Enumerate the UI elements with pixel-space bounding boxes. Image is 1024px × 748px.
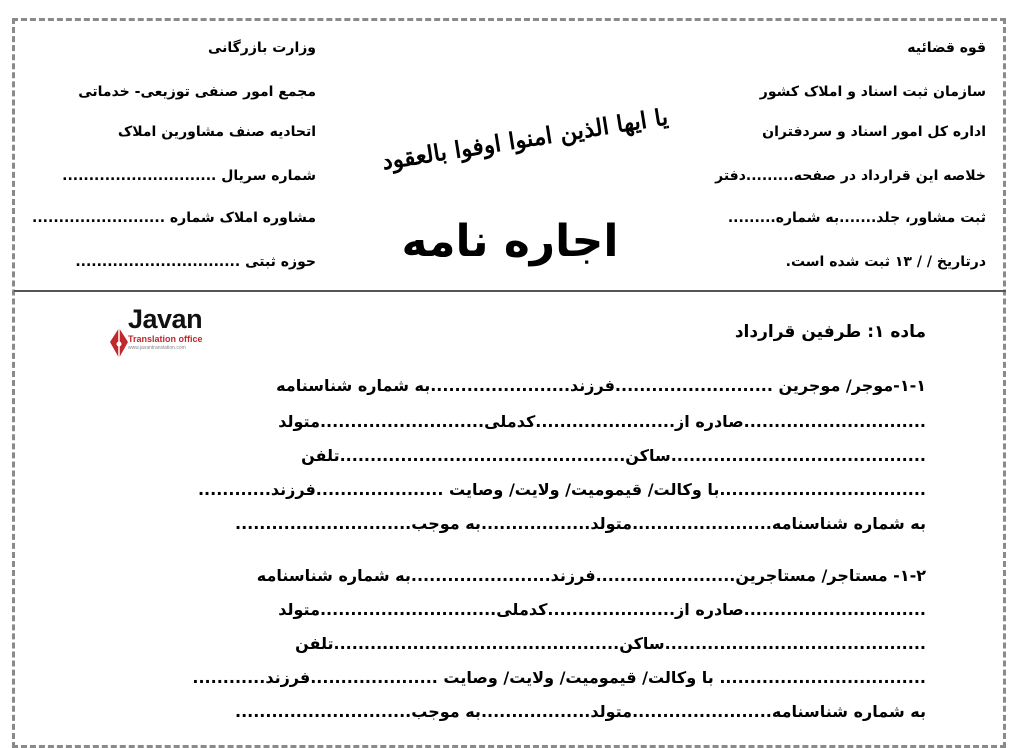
- form-line-6: ۱-۲- مستاجر/ مستاجرین.......................فرزند.......................به شماره شناسنامه: [256, 566, 926, 585]
- header-right-line-3: اداره کل امور اسناد و سردفتران: [762, 124, 986, 140]
- form-line-5: به شماره شناسنامه.......................متولد..................به موجب.............................: [234, 514, 926, 533]
- header-left-line-5: مشاوره املاک شماره .........................: [32, 210, 316, 226]
- header-right-line-2: سازمان ثبت اسناد و املاک کشور: [759, 84, 986, 100]
- quran-verse: یا ایها الذین امنوا اوفوا بالعقود: [380, 103, 670, 176]
- header-left-line-6: حوزه ثبتی ...............................: [75, 254, 316, 270]
- header-left-line-4: شماره سریال .............................: [62, 168, 316, 184]
- form-line-1: ۱-۱-موجر/ موجرین ..........................فرزند.......................به شماره شناسنامه: [276, 376, 926, 395]
- header-right-line-1: قوه قضائیه: [907, 40, 986, 56]
- javan-logo: [106, 304, 216, 366]
- form-line-3: ..........................................ساکن...............................................تلفن: [301, 446, 926, 465]
- form-line-8: ...........................................ساکن...............................................تلفن: [295, 634, 926, 653]
- form-line-4: ..................................با وکالت/ قیمومیت/ ولایت/ وصایت .....................فرزند............: [197, 480, 926, 499]
- logo-url: www.javantranslation.com: [128, 345, 186, 351]
- form-line-7: ..............................صادره از.....................کدملی.............................متولد: [278, 600, 926, 619]
- section-title: ماده ۱: طرفین قرارداد: [734, 322, 926, 342]
- form-line-9: .................................. با وکالت/ قیمومیت/ ولایت/ وصایت .....................فرزند............: [192, 668, 926, 687]
- header-left-line-1: وزارت بازرگانی: [207, 40, 316, 56]
- header-left-line-3: اتحادیه صنف مشاورین املاک: [117, 124, 316, 140]
- header-divider: [14, 290, 1006, 292]
- header-right-line-6: درتاریخ / / ۱۳ ثبت شده است.: [785, 254, 986, 270]
- form-line-2: ..............................صادره از.......................کدملی...........................متولد: [278, 412, 926, 431]
- form-line-10: به شماره شناسنامه.......................متولد..................به موجب.............................: [234, 702, 926, 721]
- document-title: اجاره نامه: [401, 216, 619, 267]
- logo-subtitle: Translation office: [128, 334, 203, 344]
- header-right-line-5: ثبت مشاور، جلد.......به شماره.........: [727, 210, 986, 226]
- logo-name: Javan: [128, 304, 203, 334]
- header-right-line-4: خلاصه این قرارداد در صفحه.........دفتر: [715, 168, 986, 184]
- header-left-line-2: مجمع امور صنفی توزیعی- خدماتی: [78, 84, 316, 100]
